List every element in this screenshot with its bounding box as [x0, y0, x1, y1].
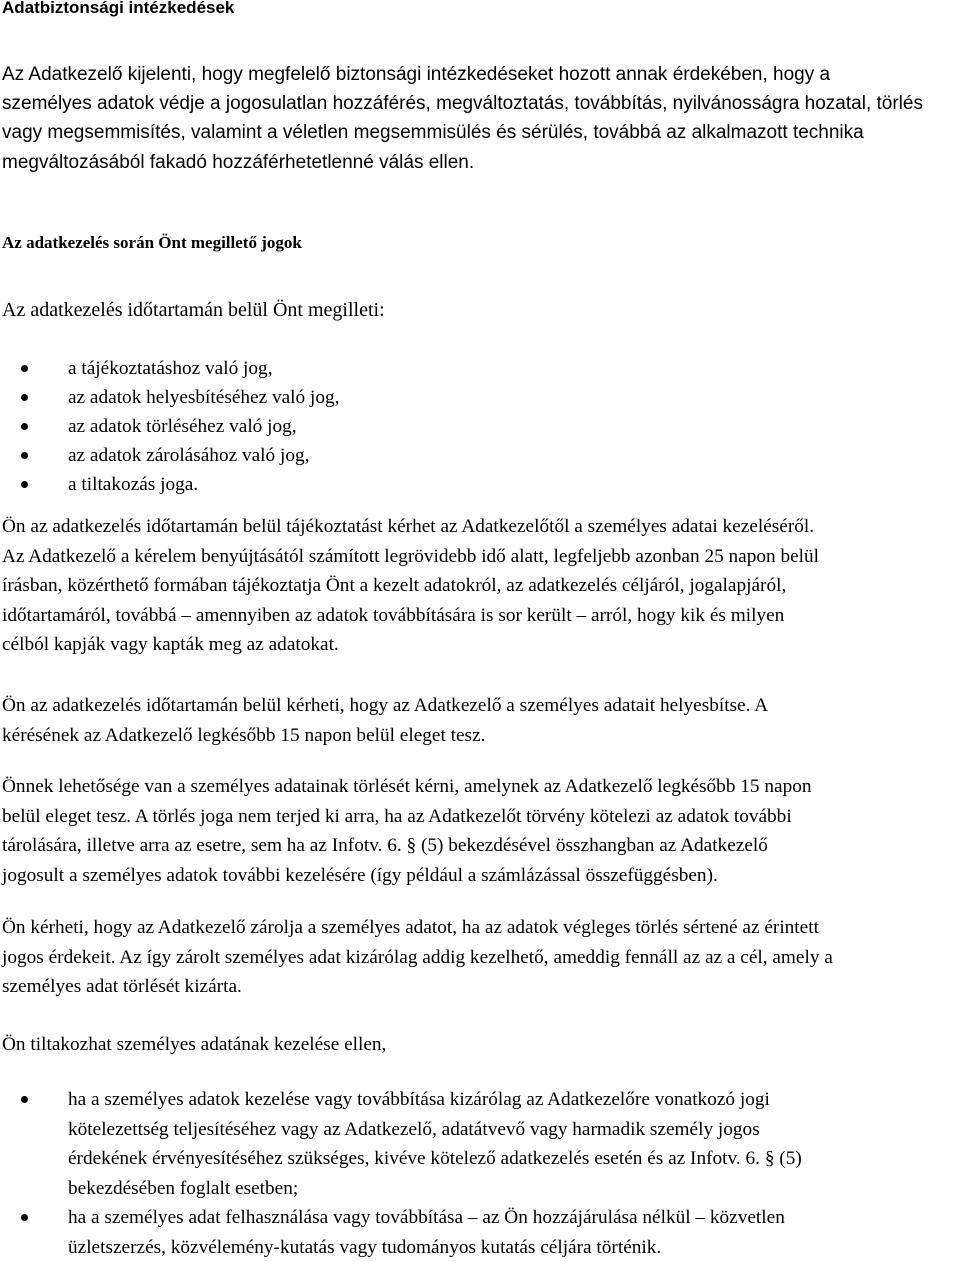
bullet-icon [21, 365, 28, 372]
text-line: időtartamáról, továbbá – amennyiben az adatok továbbítására is sor került – arról, hogy kik és milyen [2, 601, 958, 631]
list-item-text: az adatok helyesbítéséhez való jog, [68, 387, 339, 408]
text-line: Ön az adatkezelés időtartamán belül kérheti, hogy az Adatkezelő a személyes adatait helyesbítse. A [2, 691, 958, 721]
text-line: Ön az adatkezelés időtartamán belül tájékoztatást kérhet az Adatkezelőtől a személyes adatai kezeléséről. [2, 512, 958, 542]
text-line: ha a személyes adatok kezelése vagy továbbítása kizárólag az Adatkezelőre vonatkozó jogi [68, 1085, 958, 1115]
text-line: Önnek lehetősége van a személyes adatainak törlését kérni, amelynek az Adatkezelő legkésőbb 15 napon [2, 772, 958, 802]
paragraph-rectification-right [2, 691, 958, 750]
text-line: Az Adatkezelő kijelenti, hogy megfelelő biztonsági intézkedéseket hozott annak érdekében, hogy a [2, 60, 958, 89]
text-line: írásban, közérthető formában tájékoztatja Önt a kezelt adatokról, az adatkezelés céljáról, jogalapjáról, [2, 571, 958, 601]
paragraph-erasure-right [2, 772, 958, 890]
list-item [0, 354, 958, 383]
list-item [0, 441, 958, 470]
list-item [0, 1085, 958, 1203]
list-item [0, 383, 958, 412]
bullet-icon [21, 481, 28, 488]
text-line: személyes adatok védje a jogosulatlan hozzáférés, megváltoztatás, továbbítás, nyilvánosságra hozatal, törlés [2, 89, 958, 118]
text-line: belül eleget tesz. A törlés joga nem terjed ki arra, ha az Adatkezelőt törvény kötelezi az adatok további [2, 802, 958, 832]
text-line: üzletszerzés, közvélemény-kutatás vagy tudományos kutatás céljára történik. [68, 1233, 958, 1262]
text-line: jogosult a személyes adatok további kezelésére (így például a számlázással összefüggésben). [2, 861, 958, 891]
text-line: kötelezettség teljesítéséhez vagy az Adatkezelő, adatátvevő vagy harmadik személy jogos [68, 1115, 958, 1145]
list-item-text: a tiltakozás joga. [68, 474, 198, 495]
heading-data-security: Adatbiztonsági intézkedések [2, 0, 234, 18]
text-line: kérésének az Adatkezelő legkésőbb 15 napon belül eleget tesz. [2, 721, 958, 751]
text-line: megváltozásából fakadó hozzáférhetetlenné válás ellen. [2, 148, 958, 177]
rights-list [0, 354, 958, 499]
bullet-icon [21, 423, 28, 430]
paragraph-data-security [2, 60, 958, 177]
objection-list [0, 1085, 958, 1262]
paragraph-information-right [2, 512, 958, 660]
heading-rights: Az adatkezelés során Önt megillető jogok [2, 233, 302, 253]
text-line: személyes adat törlését kizárta. [2, 972, 958, 1002]
text-line: Ön kérheti, hogy az Adatkezelő zárolja a személyes adatot, ha az adatok végleges törlés sértené az érintett [2, 913, 958, 943]
bullet-icon [21, 1096, 28, 1103]
text-line: jogos érdekeit. Az így zárolt személyes adat kizárólag addig kezelhető, ameddig fennáll az az a cél, amely a [2, 943, 958, 973]
list-item [0, 470, 958, 499]
list-item-text: az adatok törléséhez való jog, [68, 416, 297, 437]
text-line: vagy megsemmisítés, valamint a véletlen megsemmisülés és sérülés, továbbá az alkalmazott technika [2, 118, 958, 147]
paragraph-blocking-right [2, 913, 958, 1002]
bullet-icon [21, 452, 28, 459]
list-item [0, 412, 958, 441]
text-line: ha a személyes adat felhasználása vagy továbbítása – az Ön hozzájárulása nélkül – közvetlen [68, 1203, 958, 1233]
list-item-text: az adatok zárolásához való jog, [68, 445, 309, 466]
paragraph-objection-intro [2, 1030, 958, 1060]
rights-intro: Az adatkezelés időtartamán belül Önt megilleti: [2, 296, 958, 326]
text-line: bekezdésében foglalt esetben; [68, 1174, 958, 1204]
text-line: tárolására, illetve arra az esetre, sem ha az Infotv. 6. § (5) bekezdésével összhangban az Adatkezelő [2, 831, 958, 861]
text-line: célból kapják vagy kapták meg az adatokat. [2, 630, 958, 660]
bullet-icon [21, 394, 28, 401]
text-line: érdekének érvényesítéséhez szükséges, kivéve kötelező adatkezelés esetén és az Infotv. 6. § (5) [68, 1144, 958, 1174]
bullet-icon [21, 1214, 28, 1221]
list-item [0, 1203, 958, 1262]
list-item-text: a tájékoztatáshoz való jog, [68, 358, 273, 379]
text-line: Ön tiltakozhat személyes adatának kezelése ellen, [2, 1030, 958, 1060]
text-line: Az Adatkezelő a kérelem benyújtásától számított legrövidebb idő alatt, legfeljebb azonban 25 napon belül [2, 542, 958, 572]
